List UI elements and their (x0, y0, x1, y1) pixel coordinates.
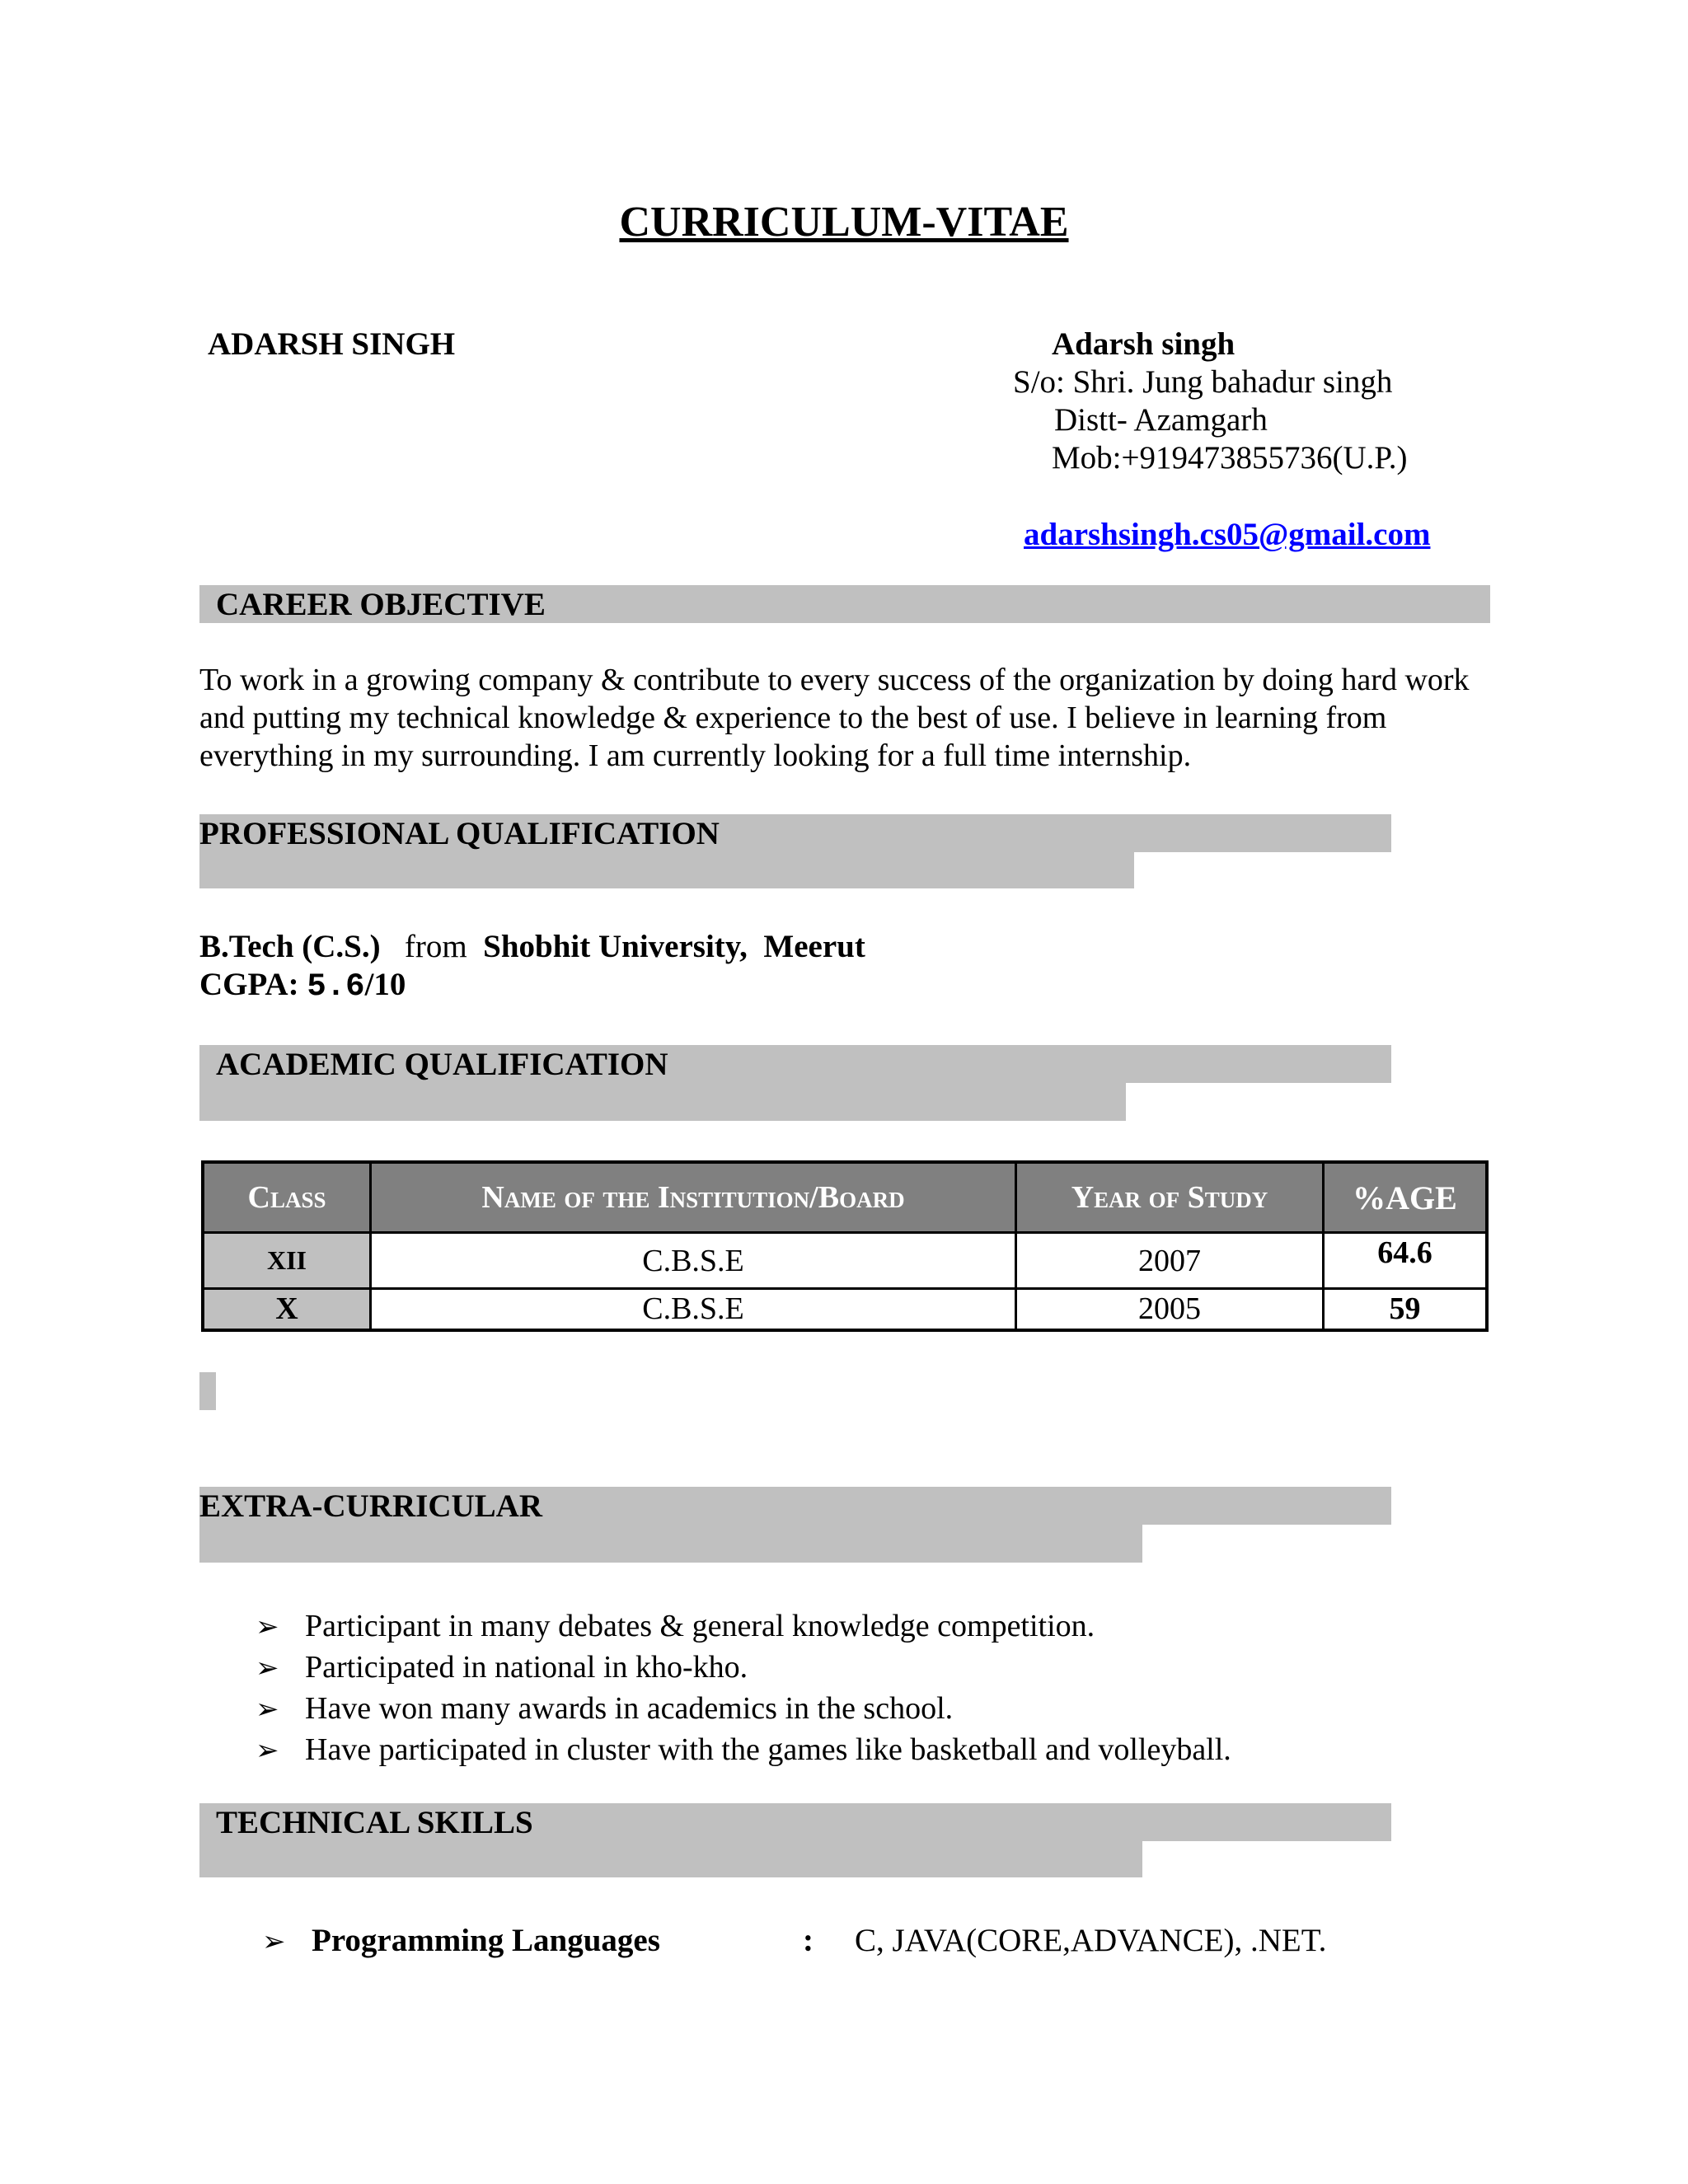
list-item (256, 1729, 1231, 1770)
technical-heading-bar-lower (199, 1841, 1142, 1877)
list-item-text: Participant in many debates & general knowledge competition. (305, 1609, 1095, 1643)
table-row (203, 1289, 1487, 1330)
cell-year: 2007 (1016, 1233, 1324, 1289)
academic-heading: ACADEMIC QUALIFICATION (216, 1047, 668, 1082)
extra-heading: EXTRA-CURRICULAR (199, 1488, 543, 1524)
list-item (256, 1647, 1231, 1688)
extra-list (256, 1605, 1231, 1770)
cgpa-scale: /10 (364, 967, 406, 1002)
cell-percentage: 59 (1324, 1289, 1488, 1330)
cell-board: C.B.S.E (371, 1233, 1016, 1289)
list-item (256, 1688, 1231, 1729)
list-item-text: Participated in national in kho-kho. (305, 1650, 748, 1685)
cgpa-line (199, 966, 406, 1005)
email-link[interactable]: adarshsingh.cs05@gmail.com (1024, 517, 1431, 552)
address-father: S/o: Shri. Jung bahadur singh (1013, 364, 1393, 400)
arrow-bullet-icon: ➢ (256, 1610, 279, 1643)
address-district: Distt- Azamgarh (1054, 402, 1268, 438)
skill-label: Programming Languages (312, 1923, 660, 1958)
degree-from: from (404, 929, 467, 964)
address-mobile: Mob:+919473855736(U.P.) (1052, 440, 1408, 476)
cgpa-label: CGPA: (199, 967, 299, 1002)
career-objective-text: To work in a growing company & contribute to every success of the organization by doing hard work and putting my technical knowledge & experience to the best of use. I believe in learning from everything in my surrounding. I am currently looking for a full time internship. (199, 663, 1470, 773)
table-header-row (203, 1162, 1487, 1233)
skill-colon: : (803, 1923, 814, 1958)
cell-year: 2005 (1016, 1289, 1324, 1330)
document-title: CURRICULUM-VITAE (619, 199, 1069, 246)
professional-heading: PROFESSIONAL QUALIFICATION (199, 816, 720, 851)
degree: B.Tech (C.S.) (199, 929, 381, 964)
col-year: Year of Study (1016, 1162, 1324, 1233)
list-item-text: Have participated in cluster with the games like basketball and volleyball. (305, 1732, 1231, 1767)
career-heading: CAREER OBJECTIVE (216, 587, 546, 622)
list-item-text: Have won many awards in academics in the school. (305, 1691, 954, 1726)
arrow-bullet-icon: ➢ (256, 1734, 279, 1767)
cell-class: XII (203, 1233, 371, 1289)
cell-class: X (203, 1289, 371, 1330)
university: Shobhit University, Meerut (483, 929, 865, 964)
table-row (203, 1233, 1487, 1289)
cell-percentage: 64.6 (1324, 1233, 1488, 1289)
arrow-bullet-icon: ➢ (256, 1693, 279, 1726)
list-item (256, 1605, 1231, 1647)
col-percentage: %AGE (1324, 1162, 1488, 1233)
skill-value: C, JAVA(CORE,ADVANCE), .NET. (855, 1923, 1327, 1958)
professional-heading-bar-lower (199, 852, 1134, 888)
spacer-bar (199, 1372, 216, 1410)
extra-heading-bar-lower (199, 1525, 1142, 1563)
degree-line (199, 928, 865, 965)
academic-table (201, 1160, 1489, 1332)
arrow-bullet-icon: ➢ (262, 1925, 286, 1958)
arrow-bullet-icon: ➢ (256, 1652, 279, 1685)
candidate-name: ADARSH SINGH (208, 326, 456, 362)
technical-row (262, 1922, 660, 1959)
address-name: Adarsh singh (1052, 326, 1236, 362)
cell-board: C.B.S.E (371, 1289, 1016, 1330)
technical-heading: TECHNICAL SKILLS (216, 1805, 533, 1840)
academic-heading-bar-lower (199, 1083, 1126, 1121)
col-institution: Name of the Institution/Board (371, 1162, 1016, 1233)
col-class: Class (203, 1162, 371, 1233)
cgpa-value: 5.6 (307, 968, 365, 1005)
